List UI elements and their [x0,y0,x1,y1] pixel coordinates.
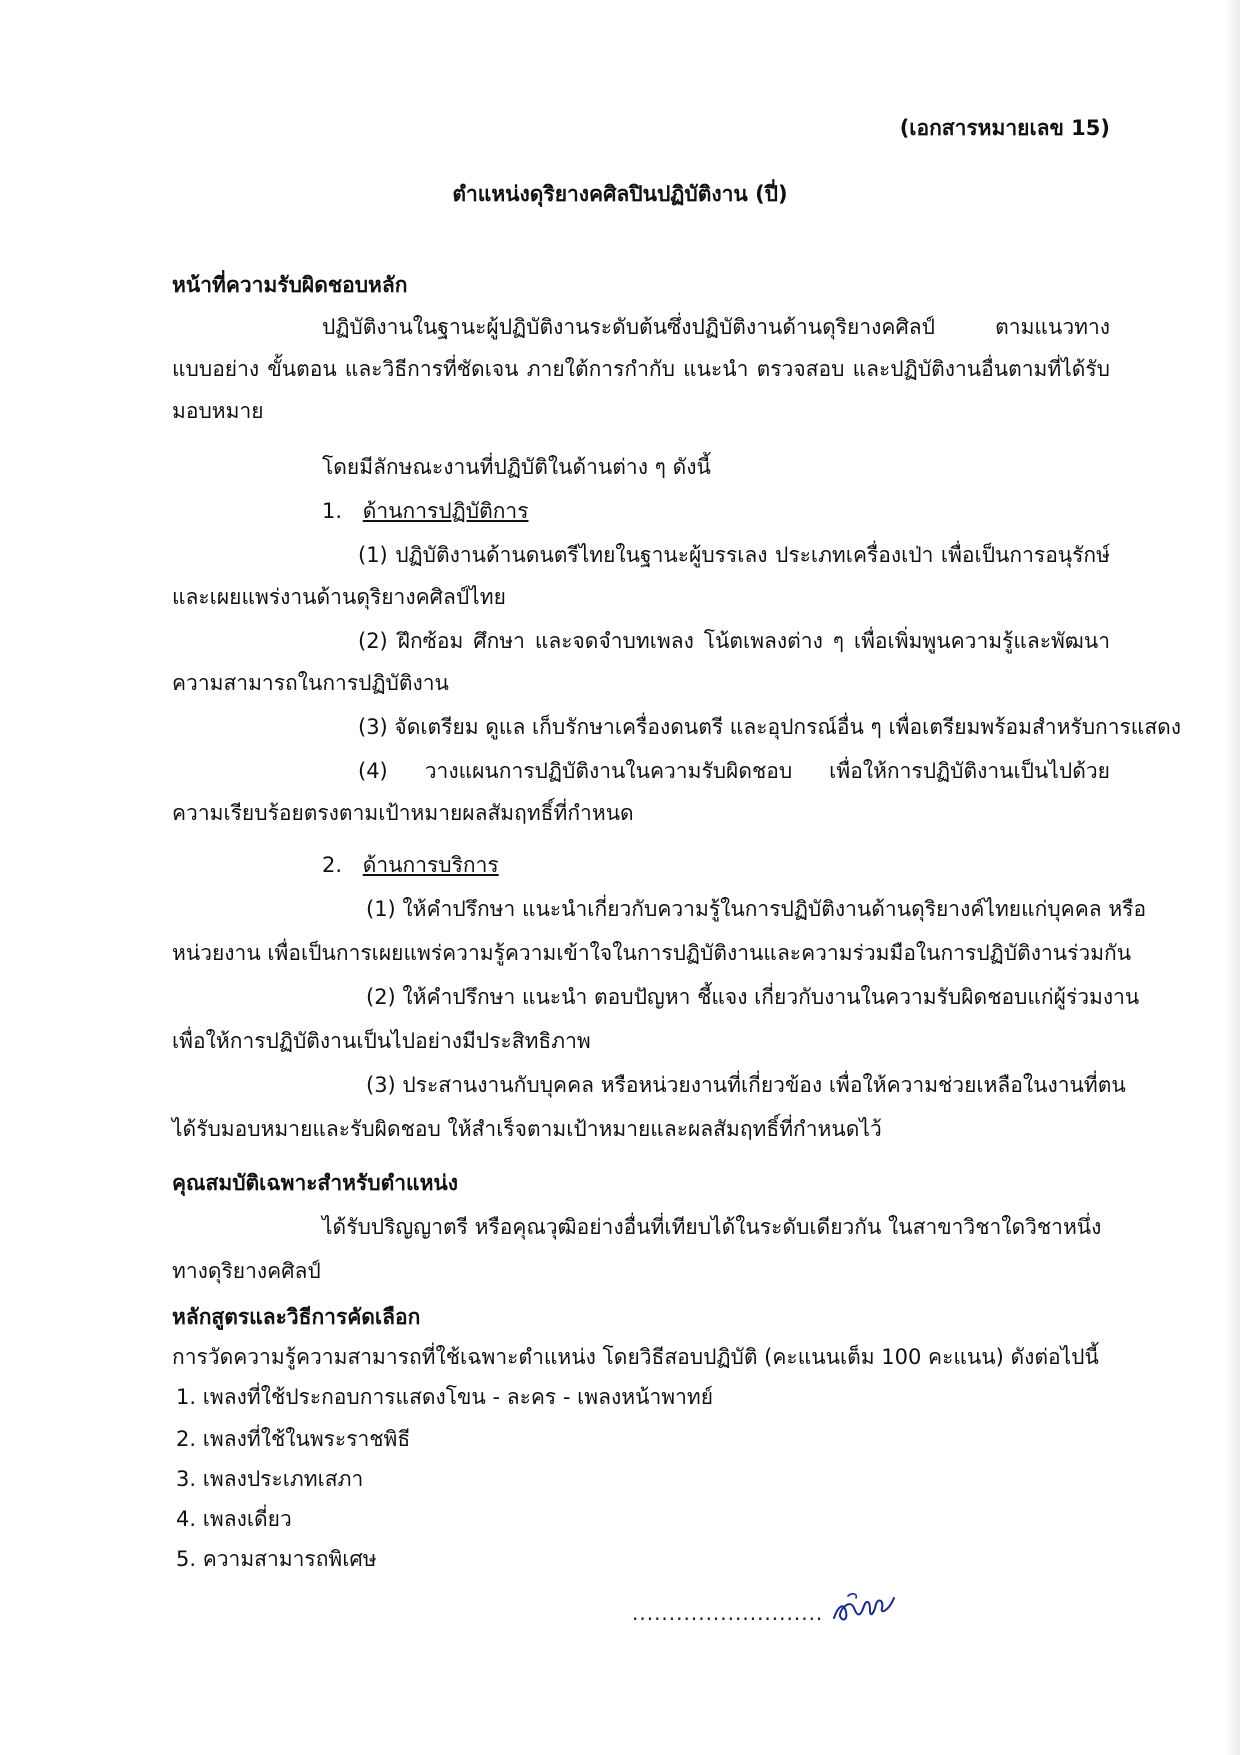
page-title: ตำแหน่งดุริยางคศิลปินปฏิบัติงาน (ปี่) [452,182,788,206]
selection-item: 2. เพลงที่ใช้ในพระราชพิธี [176,1427,411,1451]
duties-intro-line-2: แบบอย่าง ขั้นตอน และวิธีการที่ชัดเจน ภายใต้การกำกับ แนะนำ ตรวจสอบ และปฏิบัติงานอื่นตามที่ได้รับ [172,357,1110,381]
section-2-title: ด้านการบริการ [362,853,499,877]
s1-item-1-line-2: และเผยแพร่งานด้านดุริยางคศิลป์ไทย [172,585,506,609]
qualifications-line-1: ได้รับปริญญาตรี หรือคุณวุฒิอย่างอื่นที่เทียบได้ในระดับเดียวกัน ในสาขาวิชาใดวิชาหนึ่ง [322,1215,1102,1239]
s2-item-3-line-1: (3) ประสานงานกับบุคคล หรือหน่วยงานที่เกี่ยวข้อง เพื่อให้ความช่วยเหลือในงานที่ตน [366,1073,1126,1097]
s1-item-4-line-2: ความเรียบร้อยตรงตามเป้าหมายผลสัมฤทธิ์ที่กำหนด [172,801,634,825]
section-2-number: 2. [322,853,343,877]
qualifications-line-2: ทางดุริยางคศิลป์ [172,1259,321,1283]
section-2-heading [322,850,1240,880]
qualifications-heading: คุณสมบัติเฉพาะสำหรับตำแหน่ง [172,1171,459,1195]
s2-item-1-line-1: (1) ให้คำปรึกษา แนะนำเกี่ยวกับความรู้ในการปฏิบัติงานด้านดุริยางค์ไทยแก่บุคคล หรือ [366,897,1147,921]
selection-intro: การวัดความรู้ความสามารถที่ใช้เฉพาะตำแหน่ง โดยวิธีสอบปฏิบัติ (คะแนนเต็ม 100 คะแนน) ดังต่อไปนี้ [172,1345,1099,1369]
selection-item: 4. เพลงเดี่ยว [176,1507,292,1531]
handwritten-initials-icon [830,1588,900,1628]
selection-item: 5. ความสามารถพิเศษ [176,1547,377,1571]
s2-item-2-line-2: เพื่อให้การปฏิบัติงานเป็นไปอย่างมีประสิทธิภาพ [172,1029,591,1053]
duties-heading: หน้าที่ความรับผิดชอบหลัก [172,273,408,297]
s1-item-1-line-1: (1) ปฏิบัติงานด้านดนตรีไทยในฐานะผู้บรรเลง ประเภทเครื่องเป่า เพื่อเป็นการอนุรักษ์ [358,543,1110,567]
section-1-title: ด้านการปฏิบัติการ [362,499,529,523]
s1-item-3: (3) จัดเตรียม ดูแล เก็บรักษาเครื่องดนตรี และอุปกรณ์อื่น ๆ เพื่อเตรียมพร้อมสำหรับการแสดง [358,715,1182,739]
page-edge-shadow [1226,0,1240,1755]
s2-item-1-line-2: หน่วยงาน เพื่อเป็นการเผยแพร่ความรู้ความเข้าใจในการปฏิบัติงานและความร่วมมือในการปฏิบัติงานร่วมกัน [172,941,1132,965]
selection-item: 1. เพลงที่ใช้ประกอบการแสดงโขน - ละคร - เพลงหน้าพาทย์ [176,1385,714,1409]
duties-intro-line-3: มอบหมาย [172,399,264,423]
selection-heading: หลักสูตรและวิธีการคัดเลือก [172,1305,421,1329]
s1-item-4-line-1: (4) วางแผนการปฏิบัติงานในความรับผิดชอบ เพื่อให้การปฏิบัติงานเป็นไปด้วย [358,759,1110,783]
s2-item-3-line-2: ได้รับมอบหมายและรับผิดชอบ ให้สำเร็จตามเป้าหมายและผลสัมฤทธิ์ที่กำหนดไว้ [172,1117,882,1141]
selection-item: 3. เพลงประเภทเสภา [176,1467,364,1491]
document-number: (เอกสารหมายเลข 15) [899,116,1110,140]
initials-signature [632,1588,900,1628]
s1-item-2-line-2: ความสามารถในการปฏิบัติงาน [172,671,449,695]
s1-item-2-line-1: (2) ฝึกซ้อม ศึกษา และจดจำบทเพลง โน้ตเพลงต่าง ๆ เพื่อเพิ่มพูนความรู้และพัฒนา [358,629,1110,653]
section-1-number: 1. [322,499,343,523]
duties-intro-line-1: ปฏิบัติงานในฐานะผู้ปฏิบัติงานระดับต้นซึ่งปฏิบัติงานด้านดุริยางคศิลป์ ตามแนวทาง [322,315,1110,339]
duties-lead: โดยมีลักษณะงานที่ปฏิบัติในด้านต่าง ๆ ดังนี้ [322,455,711,479]
s2-item-2-line-1: (2) ให้คำปรึกษา แนะนำ ตอบปัญหา ชี้แจง เกี่ยวกับงานในความรับผิดชอบแก่ผู้ร่วมงาน [366,985,1140,1009]
section-1-heading [322,496,1240,526]
signature-dots: .......................... [632,1601,824,1625]
